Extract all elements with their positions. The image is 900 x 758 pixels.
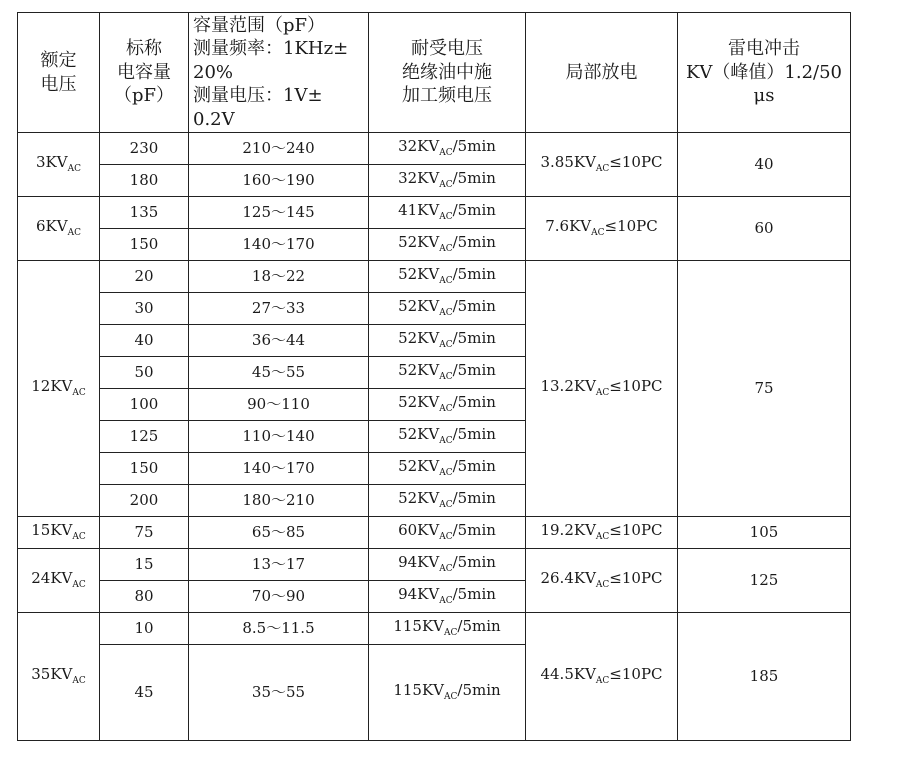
withstand-voltage-cell: $52KV_{AC}/5\min$ (369, 389, 526, 421)
partial-discharge-cell: $19.2KV_{AC}\le 10PC$ (526, 517, 678, 549)
rated-voltage-cell: $6KV_{AC}$ (18, 197, 100, 261)
lightning-impulse-cell: 60 (678, 197, 851, 261)
capacitance-range-cell: 180～210 (189, 485, 369, 517)
capacitance-range-cell: 65～85 (189, 517, 369, 549)
rated-voltage-cell: $12KV_{AC}$ (18, 261, 100, 517)
partial-discharge-cell: $26.4KV_{AC}\le 10PC$ (526, 549, 678, 613)
nominal-capacitance-cell: 150 (100, 229, 189, 261)
nominal-capacitance-cell: 15 (100, 549, 189, 581)
withstand-voltage-cell: $52KV_{AC}/5\min$ (369, 261, 526, 293)
capacitance-range-cell: 210～240 (189, 133, 369, 165)
withstand-voltage-cell: $94KV_{AC}/5\min$ (369, 549, 526, 581)
nominal-capacitance-cell: 10 (100, 613, 189, 645)
partial-discharge-cell: $7.6KV_{AC}\le 10PC$ (526, 197, 678, 261)
capacitance-range-cell: 70～90 (189, 581, 369, 613)
withstand-voltage-cell: $52KV_{AC}/5\min$ (369, 325, 526, 357)
withstand-voltage-cell: $115KV_{AC}/5\min$ (369, 613, 526, 645)
withstand-voltage-cell: $115KV_{AC}/5\min$ (369, 645, 526, 741)
capacitance-range-cell: 160～190 (189, 165, 369, 197)
nominal-capacitance-cell: 50 (100, 357, 189, 389)
nominal-capacitance-cell: 80 (100, 581, 189, 613)
rated-voltage-cell: $15KV_{AC}$ (18, 517, 100, 549)
header-rated-voltage: 额定 电压 (18, 13, 100, 133)
lightning-impulse-cell: 125 (678, 549, 851, 613)
nominal-capacitance-cell: 75 (100, 517, 189, 549)
capacitance-range-cell: 8.5～11.5 (189, 613, 369, 645)
header-lightning-impulse: 雷电冲击 KV（峰值）1.2/50 μs (678, 13, 851, 133)
nominal-capacitance-cell: 40 (100, 325, 189, 357)
table-row (18, 517, 851, 549)
header-partial-discharge: 局部放电 (526, 13, 678, 133)
lightning-impulse-cell: 185 (678, 613, 851, 741)
header-nominal-capacitance: 标称 电容量 （pF） (100, 13, 189, 133)
capacitance-range-cell: 140～170 (189, 229, 369, 261)
nominal-capacitance-cell: 135 (100, 197, 189, 229)
capacitance-range-cell: 125～145 (189, 197, 369, 229)
withstand-voltage-cell: $32KV_{AC}/5\min$ (369, 133, 526, 165)
capacitance-range-cell: 13～17 (189, 549, 369, 581)
nominal-capacitance-cell: 150 (100, 453, 189, 485)
withstand-voltage-cell: $41KV_{AC}/5\min$ (369, 197, 526, 229)
table-row (18, 613, 851, 645)
withstand-voltage-cell: $52KV_{AC}/5\min$ (369, 293, 526, 325)
capacitance-range-cell: 18～22 (189, 261, 369, 293)
table-row (18, 133, 851, 165)
withstand-voltage-cell: $52KV_{AC}/5\min$ (369, 485, 526, 517)
withstand-voltage-cell: $52KV_{AC}/5\min$ (369, 357, 526, 389)
nominal-capacitance-cell: 45 (100, 645, 189, 741)
nominal-capacitance-cell: 20 (100, 261, 189, 293)
lightning-impulse-cell: 75 (678, 261, 851, 517)
partial-discharge-cell: $3.85KV_{AC}\le 10PC$ (526, 133, 678, 197)
capacitance-range-cell: 140～170 (189, 453, 369, 485)
partial-discharge-cell: $13.2KV_{AC}\le 10PC$ (526, 261, 678, 517)
capacitance-range-cell: 35～55 (189, 645, 369, 741)
nominal-capacitance-cell: 180 (100, 165, 189, 197)
capacitance-range-cell: 36～44 (189, 325, 369, 357)
table-body (18, 133, 851, 741)
lightning-impulse-cell: 40 (678, 133, 851, 197)
withstand-voltage-cell: $52KV_{AC}/5\min$ (369, 421, 526, 453)
header-row (18, 13, 851, 133)
nominal-capacitance-cell: 125 (100, 421, 189, 453)
withstand-voltage-cell: $52KV_{AC}/5\min$ (369, 229, 526, 261)
capacitance-range-cell: 45～55 (189, 357, 369, 389)
spec-table (17, 12, 851, 741)
rated-voltage-cell: $35KV_{AC}$ (18, 613, 100, 741)
lightning-impulse-cell: 105 (678, 517, 851, 549)
nominal-capacitance-cell: 30 (100, 293, 189, 325)
withstand-voltage-cell: $32KV_{AC}/5\min$ (369, 165, 526, 197)
withstand-voltage-cell: $52KV_{AC}/5\min$ (369, 453, 526, 485)
table-row (18, 197, 851, 229)
table-row (18, 549, 851, 581)
rated-voltage-cell: $3KV_{AC}$ (18, 133, 100, 197)
nominal-capacitance-cell: 200 (100, 485, 189, 517)
withstand-voltage-cell: $94KV_{AC}/5\min$ (369, 581, 526, 613)
nominal-capacitance-cell: 100 (100, 389, 189, 421)
withstand-voltage-cell: $60KV_{AC}/5\min$ (369, 517, 526, 549)
table-row (18, 261, 851, 293)
header-withstand-voltage: 耐受电压 绝缘油中施 加工频电压 (369, 13, 526, 133)
capacitance-range-cell: 27～33 (189, 293, 369, 325)
capacitance-range-cell: 110～140 (189, 421, 369, 453)
partial-discharge-cell: $44.5KV_{AC}\le 10PC$ (526, 613, 678, 741)
capacitance-range-cell: 90～110 (189, 389, 369, 421)
nominal-capacitance-cell: 230 (100, 133, 189, 165)
rated-voltage-cell: $24KV_{AC}$ (18, 549, 100, 613)
header-capacitance-range: 容量范围（pF） 测量频率：1KHz± 20% 测量电压：1V± 0.2V (189, 13, 369, 133)
